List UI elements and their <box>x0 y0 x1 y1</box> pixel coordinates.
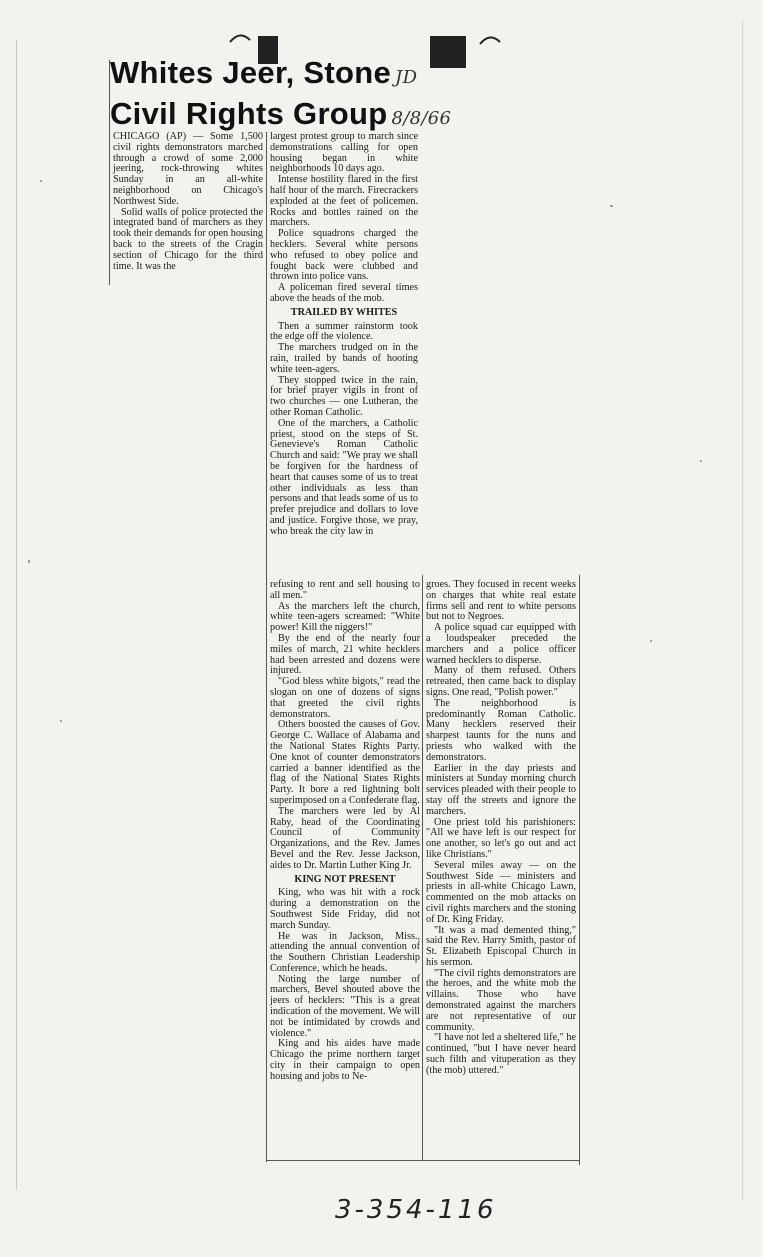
paragraph: King and his aides have made Chicago the prime northern target city in their campaign to open housing and jobs to Ne- <box>270 1038 420 1082</box>
article-headline <box>110 55 452 137</box>
paragraph: groes. They focused in recent weeks on charges that white real estate firms sell and rent to white persons but not to Negroes. <box>426 579 576 623</box>
paragraph: Intense hostility flared in the first half hour of the march. Firecrackers exploded at the feet of policemen. Rocks and bottles rained on the marchers. <box>270 174 418 229</box>
paragraph: A police squad car equipped with a loudspeaker preceded the marchers and a police officer warned hecklers to disperse. <box>426 622 576 666</box>
handwritten-initials: JD <box>395 67 418 88</box>
headline-text-1: Whites Jeer, Stone <box>110 55 392 90</box>
paragraph: "I have not led a sheltered life," he continued, "but I have never heard such filth and vituperation as they (the mob) uttered." <box>426 1032 576 1076</box>
scan-speck <box>60 720 62 722</box>
subheading: TRAILED BY WHITES <box>290 306 398 318</box>
paragraph: One priest told his parishioners: "All we have left is our respect for one another, so let's go out and act like Christians." <box>426 816 576 860</box>
article-column-1 <box>113 132 263 272</box>
scan-speck <box>28 560 30 563</box>
scan-streak <box>742 20 743 1200</box>
clip-mark-right <box>430 36 466 68</box>
paragraph: Several miles away — on the Southwest Side — ministers and priests in all-white Chicago Lawn, commented on the mob attacks on civil rights marchers and the stoning of Dr. King Friday. <box>426 859 576 925</box>
scan-speck <box>610 205 613 207</box>
scan-speck <box>650 640 652 642</box>
paragraph: Solid walls of police protected the integrated band of marchers as they took their demands for open housing back to the streets of the Cragin section of Chicago for the third time. It was the <box>113 206 263 272</box>
paragraph: King, who was hit with a rock during a demonstration on the Southwest Side Friday, did not march Sunday. <box>270 887 420 931</box>
headline-line-1 <box>110 55 430 96</box>
paragraph: "It was a mad demented thing," said the Rev. Harry Smith, pastor of St. Elizabeth Episcopal Church in his sermon. <box>426 924 576 968</box>
column-rule-1-2 <box>266 132 267 1162</box>
paragraph: largest protest group to march since demonstrations calling for open housing began in white neighborhoods 10 days ago. <box>270 131 418 175</box>
paragraph: "God bless white bigots," read the slogan on one of dozens of signs that greeted the civil rights demonstrators. <box>270 676 420 720</box>
scan-speck <box>700 460 702 462</box>
scan-streak <box>16 40 17 1190</box>
paragraph: The marchers trudged on in the rain, trailed by bands of hooting white teen-agers. <box>270 342 418 375</box>
paragraph: One of the marchers, a Catholic priest, stood on the steps of St. Genevieve's Roman Catholic Church and said: "We pray we shall be forgiven for the hardness of heart that causes some of us to treat other individuals as less than persons and that leads some of us to prefer prejudice and dollars to love and justice. Forgive those, we pray, who break the city law in <box>270 417 418 537</box>
paragraph: They stopped twice in the rain, for brief prayer vigils in front of two churches — one Lutheran, the other Roman Catholic. <box>270 374 418 418</box>
handwritten-file-number: 3-354-116 <box>335 1195 497 1225</box>
paragraph: Many of them refused. Others retreated, then came back to display signs. One read, "Polish power." <box>426 665 576 698</box>
paragraph: "The civil rights demonstrators are the heroes, and the white mob the villains. Those who have demonstrated against the marchers are not representative of our community. <box>426 967 576 1033</box>
paragraph: Earlier in the day priests and ministers at Sunday morning church services pleaded with their people to stay off the streets and ignore the marchers. <box>426 762 576 817</box>
paragraph: Then a summer rainstorm took the edge off the violence. <box>270 320 418 343</box>
binder-hook-left-icon <box>228 30 252 44</box>
binder-hook-right-icon <box>478 32 502 46</box>
paragraph: By the end of the nearly four miles of march, 21 white hecklers had been arrested and dozens were injured. <box>270 632 420 677</box>
paragraph: The neighborhood is predominantly Roman Catholic. Many hecklers reserved their sharpest taunts for the nuns and priests who walked with the demonstrators. <box>426 697 576 763</box>
paragraph: Police squadrons charged the hecklers. Several white persons who refused to obey police and fought back were clubbed and thrown into police vans. <box>270 228 418 283</box>
paragraph: Noting the large number of marchers, Bevel shouted above the jeers of hecklers: "This is a great indication of the movement. We will not be intimidated by crowds and violence." <box>270 973 420 1039</box>
article-column-2 <box>270 132 418 537</box>
column-rule-right <box>579 575 580 1165</box>
article-column-3 <box>270 580 420 1083</box>
paragraph: The marchers were led by Al Raby, head of the Coordinating Council of Community Organizations, and the Rev. James Bevel and the Rev. Jesse Jackson, aides to Dr. Martin Luther King Jr. <box>270 805 420 871</box>
paragraph: Others boosted the causes of Gov. George C. Wallace of Alabama and the National States Rights Party. One knot of counter demonstrators carried a banner identified as the flag of the National States Rights Party. It bore a red lightning bolt superimposed on a Confederate flag. <box>270 719 420 806</box>
column-rule-left <box>109 60 110 285</box>
column-rule-bottom <box>266 1160 579 1161</box>
subheading: KING NOT PRESENT <box>294 873 396 885</box>
article-column-4 <box>426 580 576 1077</box>
column-rule-2-3 <box>422 575 423 1160</box>
scan-speck <box>40 180 42 182</box>
headline-text-2: Civil Rights Group <box>110 96 388 131</box>
handwritten-date: 8/8/66 <box>391 108 452 129</box>
paragraph: He was in Jackson, Miss., attending the annual convention of the Southern Christian Leadership Conference, which he heads. <box>270 930 420 974</box>
paragraph: As the marchers left the church, white teen-agers screamed: "White power! Kill the niggers!" <box>270 600 420 634</box>
paragraph: refusing to rent and sell housing to all men." <box>270 579 420 601</box>
paragraph: A policeman fired several times above the heads of the mob. <box>270 282 418 304</box>
paragraph: CHICAGO (AP) — Some 1,500 civil rights demonstrators marched through a crowd of some 2,000 jeering, rock-throwing whites Sunday in an all-white neighborhood on Chicago's Northwest Side. <box>113 131 263 207</box>
